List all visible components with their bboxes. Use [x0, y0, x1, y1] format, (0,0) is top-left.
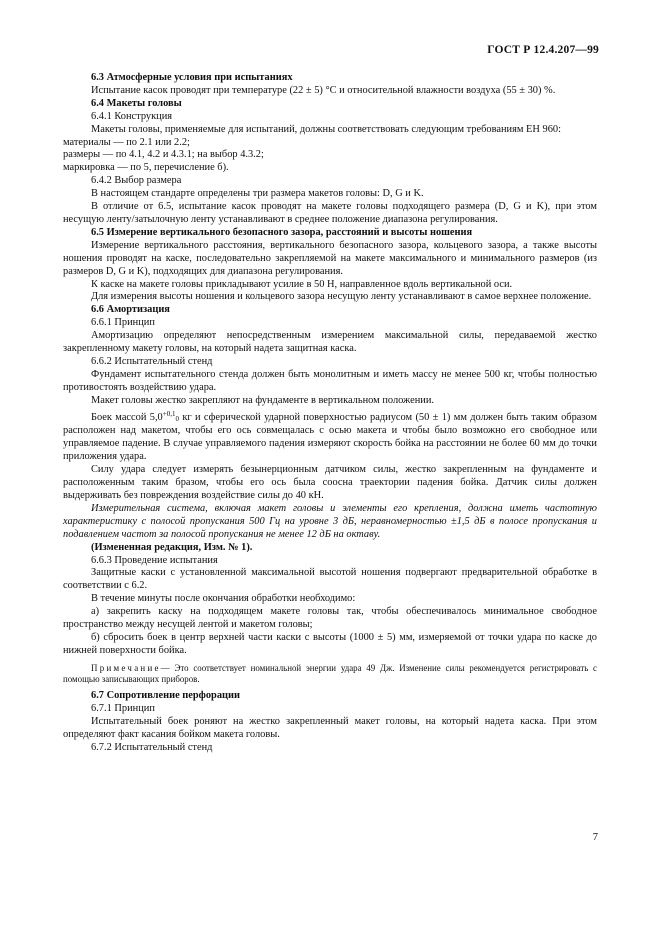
note [63, 663, 597, 685]
section-heading-6-5: 6.5 Измерение вертикального безопасного зазора, расстояний и высоты ношения [91, 226, 473, 238]
paragraph-striker [63, 408, 597, 465]
subsection-title-6-7-1: 6.7.1 Принцип [91, 703, 155, 715]
document-body [63, 72, 597, 755]
section-heading-6-4: 6.4 Макеты головы [91, 97, 182, 109]
note-label: Примечание [91, 662, 161, 673]
striker-tolerance-upper: +0,1 [162, 409, 176, 418]
subsection-title-6-7-2: 6.7.2 Испытательный стенд [91, 741, 213, 753]
paragraph: Макеты головы, применяемые для испытаний, должны соответствовать следующим требованиям ЕН 960: [91, 123, 561, 135]
striker-text-end: кг и сферической ударной поверхностью радиусом (50 ± 1) мм должен быть таким образом расположен над макетом, чтобы его ось совмещалась с осью макета и чтобы было возможно его свободное или управляемое падение. В случае управляемого падения измеряют скорость бойка на расстоянии не более 60 мм до точки приложения удара. [63, 411, 597, 463]
list-item: материалы — по 2.1 или 2.2; [63, 136, 190, 148]
section-heading-6-3: 6.3 Атмосферные условия при испытаниях [91, 72, 293, 83]
section-heading-6-6: 6.6 Амортизация [91, 304, 170, 316]
italic-paragraph: Измерительная система, включая макет головы и элементы его крепления, должна иметь частотную характеристику с полосой пропускания 500 Гц на уровне 3 дБ, неравномерностью ±1,5 дБ в полосе пропускания и подавлением частот за полосой пропускания не менее 12 дБ на октаву. [63, 502, 597, 540]
subsection-title-6-6-1: 6.6.1 Принцип [91, 317, 155, 329]
list-item: маркировка — по 5, перечисление б). [63, 162, 229, 174]
subsection-title-6-4-2: 6.4.2 Выбор размера [91, 175, 182, 187]
amendment-note: (Измененная редакция, Изм. № 1). [91, 541, 253, 553]
standard-header: ГОСТ Р 12.4.207—99 [487, 44, 599, 56]
paragraph: В течение минуты после окончания обработки необходимо: [91, 593, 356, 605]
subsection-title-6-4-1: 6.4.1 Конструкция [91, 110, 173, 122]
striker-tolerance-lower: 0 [175, 414, 179, 423]
list-item-a: а) закрепить каску на подходящем макете головы так, чтобы обеспечивалось минимальное свободное пространство между несущей лентой и макетом головы; [63, 606, 597, 631]
paragraph: В отличие от 6.5, испытание касок проводят на макете головы подходящего размера (D, G и K), при этом несущую ленту/затылочную ленту устанавливают в среднее положение диапазона регулирования. [63, 201, 597, 225]
subsection-title-6-6-3: 6.6.3 Проведение испытания [91, 554, 218, 566]
paragraph: Для измерения высоты ношения и кольцевого зазора несущую ленту устанавливают в самое верхнее положение. [91, 291, 592, 303]
page-number: 7 [592, 832, 598, 843]
paragraph: Испытание касок проводят при температуре (22 ± 5) °С и относительной влажности воздуха (55 ± 30) %. [91, 84, 556, 96]
paragraph: В настоящем стандарте определены три размера макетов головы: D, G и K. [91, 188, 424, 200]
paragraph: Измерение вертикального расстояния, вертикального безопасного зазора, кольцевого зазора, а также высоты ношения проводят на каске, последовательно закрепляемой на макете максимального и минимального размеров (из размеров D, G и K), подходящих для диапазона регулирования. [63, 239, 597, 277]
section-heading-6-7: 6.7 Сопротивление перфорации [91, 690, 240, 702]
list-item-b: б) сбросить боек в центр верхней части каски с высоты (1000 ± 5) мм, измеряемой от точки удара по каске до нижней поверхности бойка. [63, 631, 597, 656]
subsection-title-6-6-2: 6.6.2 Испытательный стенд [91, 355, 213, 367]
paragraph: Защитные каски с установленной максимальной высотой ношения подвергают предварительной обработке в соответствии с 6.2. [63, 567, 597, 592]
paragraph: Макет головы жестко закрепляют на фундаменте в вертикальном положении. [91, 394, 434, 406]
note-text: — Это соответствует номинальной энергии удара 49 Дж. Изменение силы рекомендуется регистрировать с помощью записывающих приборов. [63, 662, 597, 684]
paragraph: Амортизацию определяют непосредственным измерением максимальной силы, передаваемой жестко закрепленному макету головы, на который надета защитная каска. [63, 330, 597, 355]
striker-text-start: Боек массой 5,0 [91, 411, 163, 423]
paragraph: Фундамент испытательного стенда должен быть монолитным и иметь массу не менее 500 кг, чтобы полностью противостоять воздействию удара. [63, 368, 597, 393]
paragraph: К каске на макете головы прикладывают усилие в 50 Н, направленное вдоль вертикальной оси. [91, 278, 513, 290]
paragraph: Силу удара следует измерять безынерционным датчиком силы, жестко закрепленным на фундаменте и расположенным таким бразом, чтобы его ось была соосна траектории падения бойка. Датчик силы должен выдерживать без повреждения воздействие силы до 40 кН. [63, 464, 597, 501]
list-item: размеры — по 4.1, 4.2 и 4.3.1; на выбор 4.3.2; [63, 149, 264, 161]
paragraph: Испытательный боек роняют на жестко закрепленный макет головы, на который надета каска. При этом определяют факт касания бойком макета головы. [63, 716, 597, 740]
